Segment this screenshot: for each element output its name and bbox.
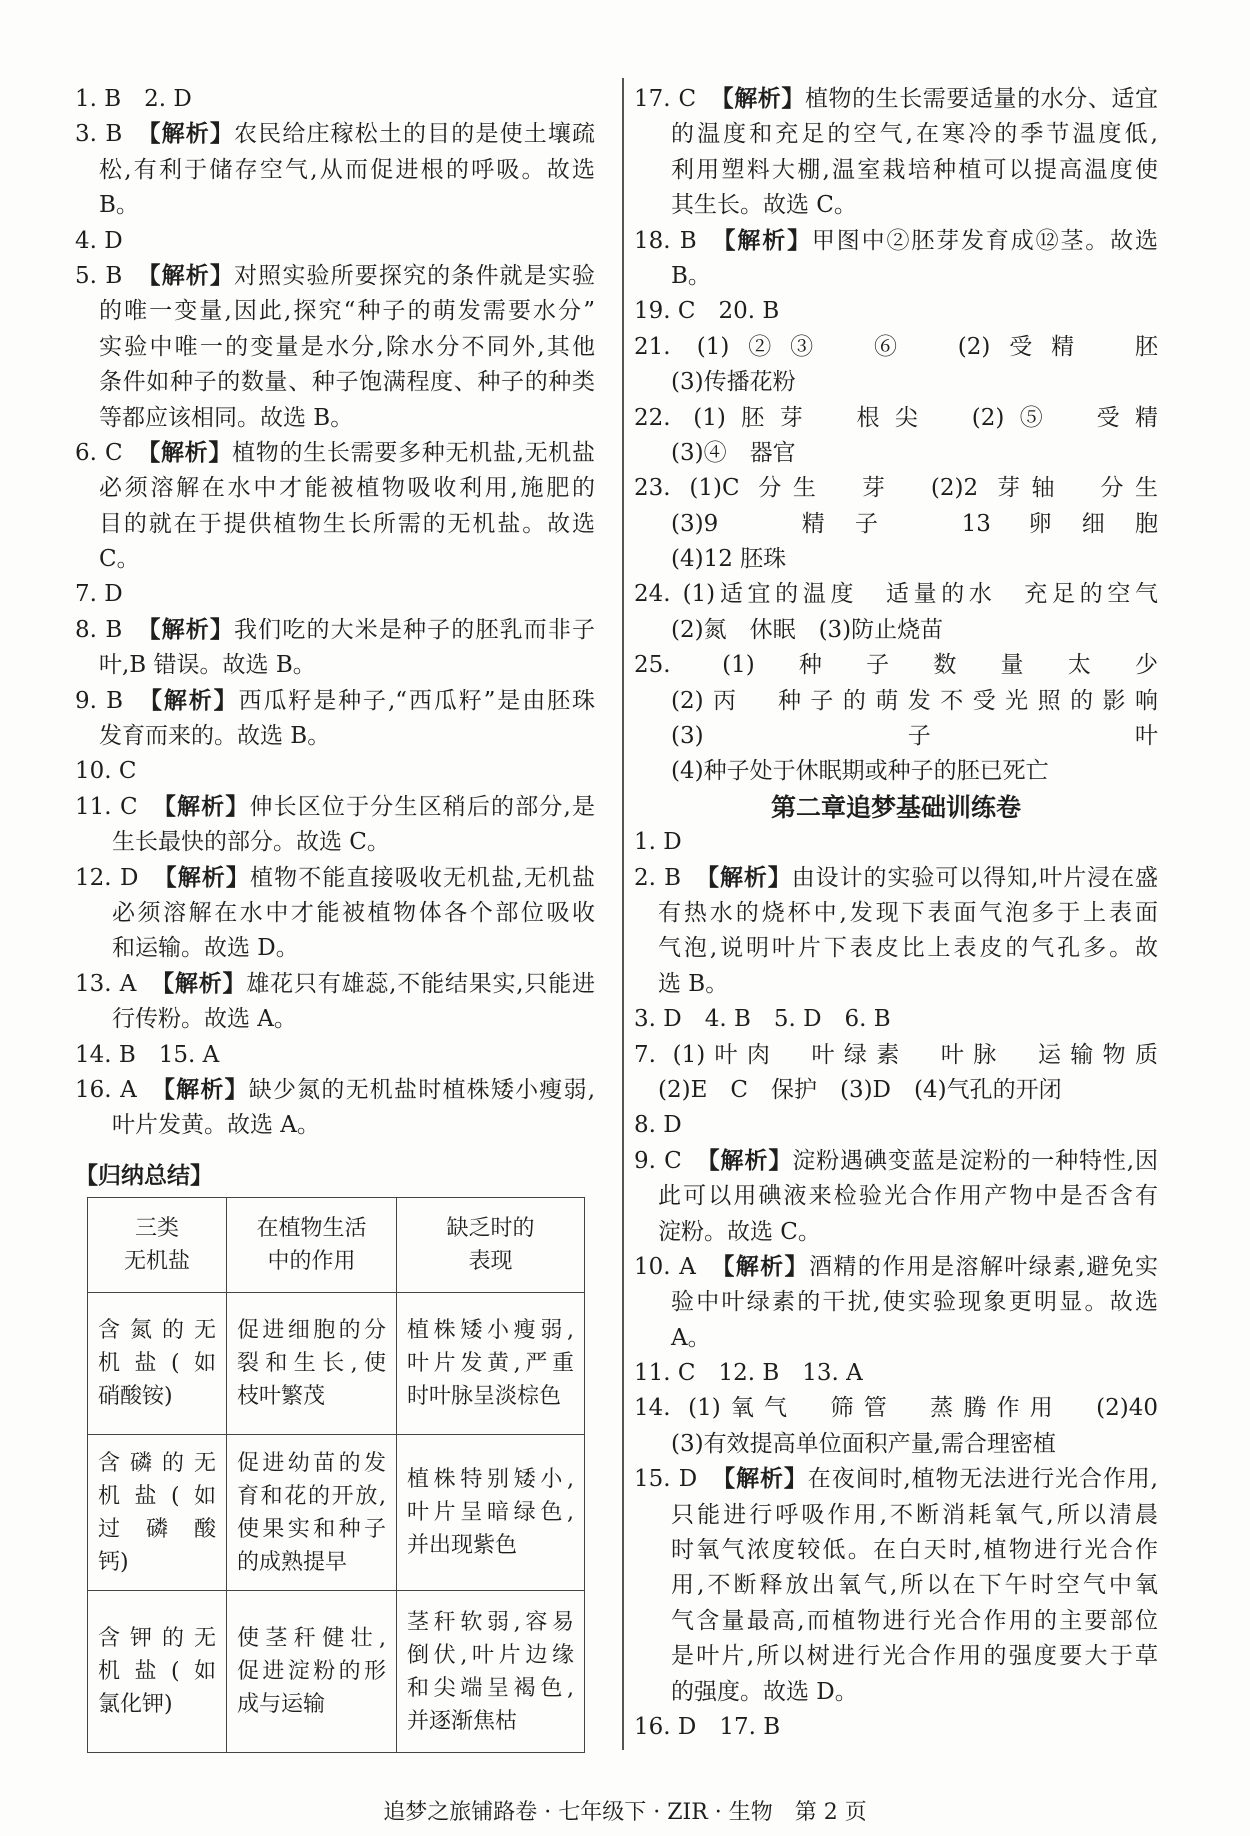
cell-line: 表现 <box>468 1249 513 1274</box>
answer-line <box>634 1604 1158 1639</box>
answer-text: 8. D <box>634 1112 682 1139</box>
answer-number: 13. A <box>75 970 137 997</box>
cell-line: 中的作用 <box>267 1249 356 1274</box>
cell-line: 机盐(如 <box>98 1659 216 1684</box>
answer-line <box>634 259 1158 294</box>
answer-line <box>634 719 1158 754</box>
table-cell <box>227 1293 397 1435</box>
answer-item <box>634 1250 1158 1356</box>
answer-item <box>634 648 1158 790</box>
answer-line <box>75 861 595 896</box>
answer-item <box>75 259 595 436</box>
answer-line <box>634 507 1158 542</box>
answer-item <box>75 117 595 223</box>
answer-text: 19. C 20. B <box>634 298 780 325</box>
answer-number: 6. C <box>75 439 123 466</box>
table-row <box>88 1435 585 1591</box>
cell-line: 过磷酸 <box>98 1516 216 1542</box>
table-cell <box>88 1591 227 1753</box>
answer-text: C。 <box>99 546 140 573</box>
answer-line <box>634 1568 1158 1603</box>
answer-text: 利用塑料大棚,温室栽培种植可以提高温度使 <box>671 156 1158 183</box>
answer-line <box>75 365 595 400</box>
answer-line <box>634 1073 1158 1108</box>
answer-text: 行传粉。故选 A。 <box>112 1006 297 1033</box>
answer-line <box>75 754 595 789</box>
answer-line <box>634 82 1158 117</box>
answer-text: 选 B。 <box>658 970 729 997</box>
analysis-tag: 【解析】 <box>136 121 235 148</box>
cell-line: 无机盐 <box>123 1249 190 1274</box>
answer-text: 由设计的实验可以得知,叶片浸在盛 <box>791 864 1159 891</box>
answer-text: 用,不断释放出氧气,所以在下午时空气中氧 <box>671 1572 1158 1599</box>
answer-text: 24. (1)适宜的温度 适量的水 充足的空气 <box>634 581 1158 608</box>
answer-number: 3. B <box>75 121 123 148</box>
answer-line <box>634 1498 1158 1533</box>
answer-text: 植物的生长需要适量的水分、适宜 <box>804 86 1158 112</box>
answer-item <box>634 82 1158 224</box>
answer-line <box>634 1533 1158 1568</box>
answer-number: 2. B <box>634 864 682 891</box>
answer-text: 酒精的作用是溶解叶绿素,避免实 <box>808 1253 1159 1280</box>
answer-number: 16. A <box>75 1076 137 1103</box>
answer-text: 必须溶解在水中才能被植物吸收利用,施肥的 <box>99 475 595 502</box>
answer-line <box>634 825 1158 860</box>
analysis-tag: 【解析】 <box>137 687 239 714</box>
cell-line: 促进细胞的分 <box>237 1318 386 1343</box>
cell-line: 促进淀粉的形 <box>237 1659 386 1684</box>
answer-item <box>634 1144 1158 1250</box>
answer-text: 植物的生长需要多种无机盐,无机盐 <box>232 439 595 466</box>
answer-line <box>634 1250 1158 1285</box>
answer-line <box>634 188 1158 223</box>
answer-line <box>75 1073 595 1108</box>
cell-line: 在植物生活 <box>256 1216 367 1241</box>
answer-line <box>75 542 595 577</box>
answer-item <box>75 1073 595 1144</box>
cell-line: 含钾的无 <box>98 1626 216 1651</box>
answer-text: 实验中唯一的变量是水分,除水分不同外,其他 <box>99 333 595 360</box>
answer-text: (3)9 精子 13 卵细胞 <box>671 510 1158 537</box>
table-cell <box>227 1435 397 1591</box>
answer-line <box>634 1427 1158 1462</box>
analysis-tag: 【解析】 <box>709 1253 809 1280</box>
answer-line <box>634 1710 1158 1745</box>
answer-line <box>634 117 1158 152</box>
answer-number: 5. B <box>75 262 123 289</box>
answer-text: (4)12 胚珠 <box>671 546 787 573</box>
analysis-tag: 【解析】 <box>695 864 792 891</box>
answer-line <box>75 507 595 542</box>
answer-item <box>75 436 595 578</box>
cell-line: 氯化钾) <box>98 1692 173 1717</box>
cell-line: 钙) <box>98 1549 129 1575</box>
answer-text: 条件如种子的数量、种子饱满程度、种子的种类 <box>99 369 595 396</box>
answer-item <box>634 1038 1158 1109</box>
answer-text: 在夜间时,植物无法进行光合作用, <box>807 1466 1158 1493</box>
answer-line <box>634 1038 1158 1073</box>
answer-item <box>75 684 595 755</box>
answer-text: 雄花只有雄蕊,不能结果实,只能进 <box>246 970 596 997</box>
answer-line <box>634 754 1158 789</box>
answer-line <box>634 294 1158 329</box>
answer-line <box>75 719 595 754</box>
answer-text: 伸长区位于分生区稍后的部分,是 <box>249 793 595 820</box>
cell-line: 含氮的无 <box>98 1318 216 1343</box>
answer-text: 生长最快的部分。故选 C。 <box>112 829 390 856</box>
cell-line: 植株特别矮小, <box>407 1467 574 1492</box>
answer-text: 11. C 12. B 13. A <box>634 1360 863 1387</box>
table-cell <box>397 1435 585 1591</box>
cell-line: 并出现紫色 <box>407 1533 518 1558</box>
answer-item <box>75 1038 595 1073</box>
analysis-tag: 【解析】 <box>695 1147 793 1174</box>
answer-text: B。 <box>671 262 711 289</box>
answer-line <box>634 365 1158 400</box>
table-cell <box>88 1435 227 1591</box>
answer-item <box>634 471 1158 577</box>
answer-line <box>75 401 595 436</box>
answer-line <box>75 577 595 612</box>
answer-text: (3)子叶 <box>671 723 1158 750</box>
answer-number: 9. B <box>75 687 124 714</box>
answer-text: A。 <box>671 1324 711 1351</box>
answer-line <box>634 542 1158 577</box>
answer-line <box>634 224 1158 259</box>
answer-item <box>634 401 1158 472</box>
answer-line <box>75 967 595 1002</box>
answer-item <box>634 294 1158 329</box>
answer-line <box>75 825 595 860</box>
answer-line <box>634 1144 1158 1179</box>
answer-number: 15. D <box>634 1466 698 1493</box>
answer-line <box>634 1179 1158 1214</box>
answer-item <box>634 1462 1158 1710</box>
answer-text: 验中叶绿素的干扰,使实验现象更明显。故选 <box>671 1289 1158 1316</box>
cell-line: 植株矮小瘦弱, <box>407 1318 574 1343</box>
cell-line: 的成熟提早 <box>237 1549 348 1575</box>
answer-text: 缺少氮的无机盐时植株矮小瘦弱, <box>248 1076 596 1103</box>
answer-line <box>75 1002 595 1037</box>
answer-text: B。 <box>99 192 139 219</box>
answer-text: 3. D 4. B 5. D 6. B <box>634 1006 891 1033</box>
cell-line: 育和花的开放, <box>237 1483 386 1509</box>
summary-title: 【归纳总结】 <box>75 1163 213 1189</box>
answer-line <box>75 684 595 719</box>
answer-text: 甲图中②胚芽发育成⑫茎。故选 <box>811 227 1159 254</box>
analysis-tag: 【解析】 <box>136 616 235 643</box>
cell-line: 机盐(如 <box>98 1483 216 1509</box>
answer-line <box>634 1002 1158 1037</box>
cell-line: 叶片发黄,严重 <box>407 1351 574 1376</box>
analysis-tag: 【解析】 <box>150 970 247 997</box>
answer-item <box>75 613 595 684</box>
analysis-tag: 【解析】 <box>152 864 251 891</box>
answer-line <box>75 436 595 471</box>
answer-text: 7. (1)叶肉 叶绿素 叶脉 运输物质 <box>634 1041 1158 1068</box>
answer-text: 21. (1)②③ ⑥ (2)受精 胚 <box>634 333 1158 360</box>
cell-line: 促进幼苗的发 <box>237 1450 386 1476</box>
answer-line <box>75 330 595 365</box>
answer-text: (2)丙 种子的萌发不受光照的影响 <box>671 687 1158 714</box>
answer-number: 12. D <box>75 864 139 891</box>
analysis-tag: 【解析】 <box>710 227 812 254</box>
cell-line: 硝酸铵) <box>98 1384 173 1409</box>
answer-line <box>634 1462 1158 1497</box>
answer-line <box>75 259 595 294</box>
answer-item <box>634 330 1158 401</box>
answer-item <box>634 224 1158 295</box>
answer-text: 时氧气浓度较低。在白天时,植物进行光合作 <box>671 1537 1158 1564</box>
right-column <box>634 82 1158 1745</box>
answer-text: (4)种子处于休眠期或种子的胚已死亡 <box>671 758 1049 785</box>
answer-text: 农民给庄稼松土的目的是使土壤疏 <box>234 121 596 148</box>
answer-line <box>634 1285 1158 1320</box>
answer-text: 22. (1)胚芽 根尖 (2)⑤ 受精 <box>634 404 1158 431</box>
answer-number: 11. C <box>75 793 138 820</box>
answer-text: 10. C <box>75 758 137 785</box>
answer-text: 的唯一变量,因此,探究“种子的萌发需要水分” <box>99 298 595 325</box>
answer-line <box>634 436 1158 471</box>
answer-text: 的强度。故选 D。 <box>671 1678 858 1705</box>
answer-text: 淀粉遇碘变蓝是淀粉的一种特性,因 <box>792 1147 1159 1174</box>
answer-text: 23. (1)C 分生 芽 (2)2 芽轴 分生 <box>634 475 1158 502</box>
answer-line <box>75 294 595 329</box>
answer-line <box>634 1108 1158 1143</box>
answer-text: 气泡,说明叶片下表皮比上表皮的气孔多。故 <box>658 935 1158 962</box>
answer-line <box>634 1356 1158 1391</box>
answer-text: 松,有利于储存空气,从而促进根的呼吸。故选 <box>99 156 595 183</box>
answer-item <box>75 577 595 612</box>
answer-line <box>75 153 595 188</box>
answer-text: 西瓜籽是种子,“西瓜籽”是由胚珠 <box>238 687 595 714</box>
answer-number: 10. A <box>634 1253 696 1280</box>
answer-text: 只能进行呼吸作用,不断消耗氧气,所以清晨 <box>671 1501 1158 1528</box>
answer-item <box>634 1002 1158 1037</box>
answer-item <box>634 577 1158 648</box>
answer-line <box>75 613 595 648</box>
answer-text: 我们吃的大米是种子的胚乳而非子 <box>234 616 596 643</box>
analysis-tag: 【解析】 <box>711 1466 808 1493</box>
answer-text: 叶片发黄。故选 A。 <box>112 1112 320 1139</box>
answer-line <box>634 401 1158 436</box>
cell-line: 和尖端呈褐色, <box>407 1675 574 1701</box>
answer-text: 25. (1)种子数量太少 <box>634 652 1158 679</box>
answer-line <box>75 1108 595 1143</box>
answer-line <box>75 648 595 683</box>
answer-number: 18. B <box>634 227 697 254</box>
answer-item <box>75 790 595 861</box>
answer-line <box>75 790 595 825</box>
column-header <box>88 1198 227 1293</box>
analysis-tag: 【解析】 <box>150 1076 249 1103</box>
answer-text: 此可以用碘液来检验光合作用产物中是否含有 <box>658 1183 1158 1210</box>
cell-line: 枝叶繁茂 <box>237 1384 326 1409</box>
answer-line <box>75 82 595 117</box>
answer-line <box>634 896 1158 931</box>
answer-text: 发育而来的。故选 B。 <box>99 723 331 750</box>
answer-text: 其生长。故选 C。 <box>671 192 857 219</box>
answer-text: 必须溶解在水中才能被植物体各个部位吸收 <box>112 899 595 926</box>
answer-text: 14. (1)氧气 筛管 蒸腾作用 (2)40 <box>634 1395 1158 1422</box>
answer-line <box>75 896 595 931</box>
cell-line: 倒伏,叶片边缘 <box>407 1642 574 1668</box>
answer-line <box>634 1675 1158 1710</box>
answer-line <box>634 684 1158 719</box>
cell-line: 时叶脉呈淡棕色 <box>407 1384 562 1409</box>
answer-line <box>634 471 1158 506</box>
column-divider <box>622 78 624 1750</box>
answer-text: 1. D <box>634 829 682 856</box>
answer-line <box>75 224 595 259</box>
answer-item <box>634 825 1158 860</box>
answer-text: 气含量最高,而植物进行光合作用的主要部位 <box>671 1607 1158 1634</box>
answer-text: 和运输。故选 D。 <box>112 935 299 962</box>
answer-item <box>75 82 595 117</box>
cell-line: 机盐(如 <box>98 1351 216 1376</box>
cell-line: 含磷的无 <box>98 1450 216 1476</box>
column-header <box>397 1198 585 1293</box>
answer-line <box>634 931 1158 966</box>
left-column <box>75 82 595 1144</box>
column-header <box>227 1198 397 1293</box>
answer-line <box>634 613 1158 648</box>
chapter-title: 第二章追梦基础训练卷 <box>770 792 1021 822</box>
answer-item <box>75 967 595 1038</box>
answer-text: 对照实验所要探究的条件就是实验 <box>234 262 596 289</box>
table-row <box>88 1591 585 1753</box>
answer-line <box>634 330 1158 365</box>
answer-text: (2)氮 休眠 (3)防止烧苗 <box>671 616 944 643</box>
answer-item <box>75 754 595 789</box>
cell-line: 使果实和种子 <box>237 1516 386 1542</box>
cell-line: 成与运输 <box>237 1692 326 1717</box>
answer-item <box>634 1108 1158 1143</box>
cell-line: 并逐渐焦枯 <box>407 1708 518 1734</box>
answer-text: 有热水的烧杯中,发现下表面气泡多于上表面 <box>658 899 1158 926</box>
answer-text: 7. D <box>75 581 123 608</box>
answer-line <box>634 1321 1158 1356</box>
answer-item <box>634 861 1158 1003</box>
answer-line <box>634 1639 1158 1674</box>
table-header-row <box>88 1198 585 1293</box>
page-footer: 追梦之旅铺路卷 · 七年级下 · ZIR · 生物 第 2 页 <box>383 1800 867 1825</box>
table-row <box>88 1293 585 1435</box>
answer-line <box>75 117 595 152</box>
answer-text: 淀粉。故选 C。 <box>658 1218 821 1245</box>
answer-text: (3)④ 器官 <box>671 439 796 466</box>
answer-text: 4. D <box>75 227 123 254</box>
answer-text: 等都应该相同。故选 B。 <box>99 404 354 431</box>
cell-line: 裂和生长,使 <box>237 1351 386 1376</box>
answer-number: 17. C <box>634 86 697 112</box>
analysis-tag: 【解析】 <box>136 439 233 466</box>
answer-text: (2)E C 保护 (3)D (4)气孔的开闭 <box>658 1076 1062 1103</box>
table-cell <box>397 1591 585 1753</box>
answer-line <box>75 471 595 506</box>
answer-item <box>634 1356 1158 1391</box>
cell-line: 叶片呈暗绿色, <box>407 1500 574 1525</box>
answer-number: 9. C <box>634 1147 682 1174</box>
answer-line <box>634 1391 1158 1426</box>
cell-line: 使茎秆健壮, <box>237 1626 386 1651</box>
answer-line <box>75 188 595 223</box>
table-cell <box>227 1591 397 1753</box>
answer-item <box>75 224 595 259</box>
answer-text: 植物不能直接吸收无机盐,无机盐 <box>250 864 595 891</box>
answer-line <box>75 1038 595 1073</box>
answer-text: 是叶片,所以树进行光合作用的强度要大于草 <box>671 1643 1158 1670</box>
mineral-salt-summary-table <box>87 1197 585 1753</box>
answer-line <box>634 577 1158 612</box>
analysis-tag: 【解析】 <box>151 793 250 820</box>
answer-text: 14. B 15. A <box>75 1041 220 1068</box>
cell-line: 三类 <box>134 1216 179 1241</box>
answer-item <box>634 1391 1158 1462</box>
analysis-tag: 【解析】 <box>710 86 805 112</box>
answer-text: (3)传播花粉 <box>671 369 796 396</box>
answer-line <box>634 153 1158 188</box>
analysis-tag: 【解析】 <box>136 262 235 289</box>
answer-text: 的温度和充足的空气,在寒冷的季节温度低, <box>671 121 1158 148</box>
answer-line <box>634 1215 1158 1250</box>
cell-line: 缺乏时的 <box>446 1216 535 1241</box>
answer-item <box>75 861 595 967</box>
table-cell <box>88 1293 227 1435</box>
answer-text: 目的就在于提供植物生长所需的无机盐。故选 <box>99 510 595 537</box>
answer-line <box>634 648 1158 683</box>
answer-text: (3)有效提高单位面积产量,需合理密植 <box>671 1430 1056 1457</box>
answer-text: 1. B 2. D <box>75 86 192 112</box>
answer-line <box>634 861 1158 896</box>
answer-text: 16. D 17. B <box>634 1713 781 1740</box>
answer-item <box>634 1710 1158 1745</box>
cell-line: 茎秆软弱,容易 <box>407 1609 574 1635</box>
table-cell <box>397 1293 585 1435</box>
answer-line <box>634 967 1158 1002</box>
answer-number: 8. B <box>75 616 123 643</box>
answer-text: 叶,B 错误。故选 B。 <box>99 652 316 679</box>
answer-line <box>75 931 595 966</box>
